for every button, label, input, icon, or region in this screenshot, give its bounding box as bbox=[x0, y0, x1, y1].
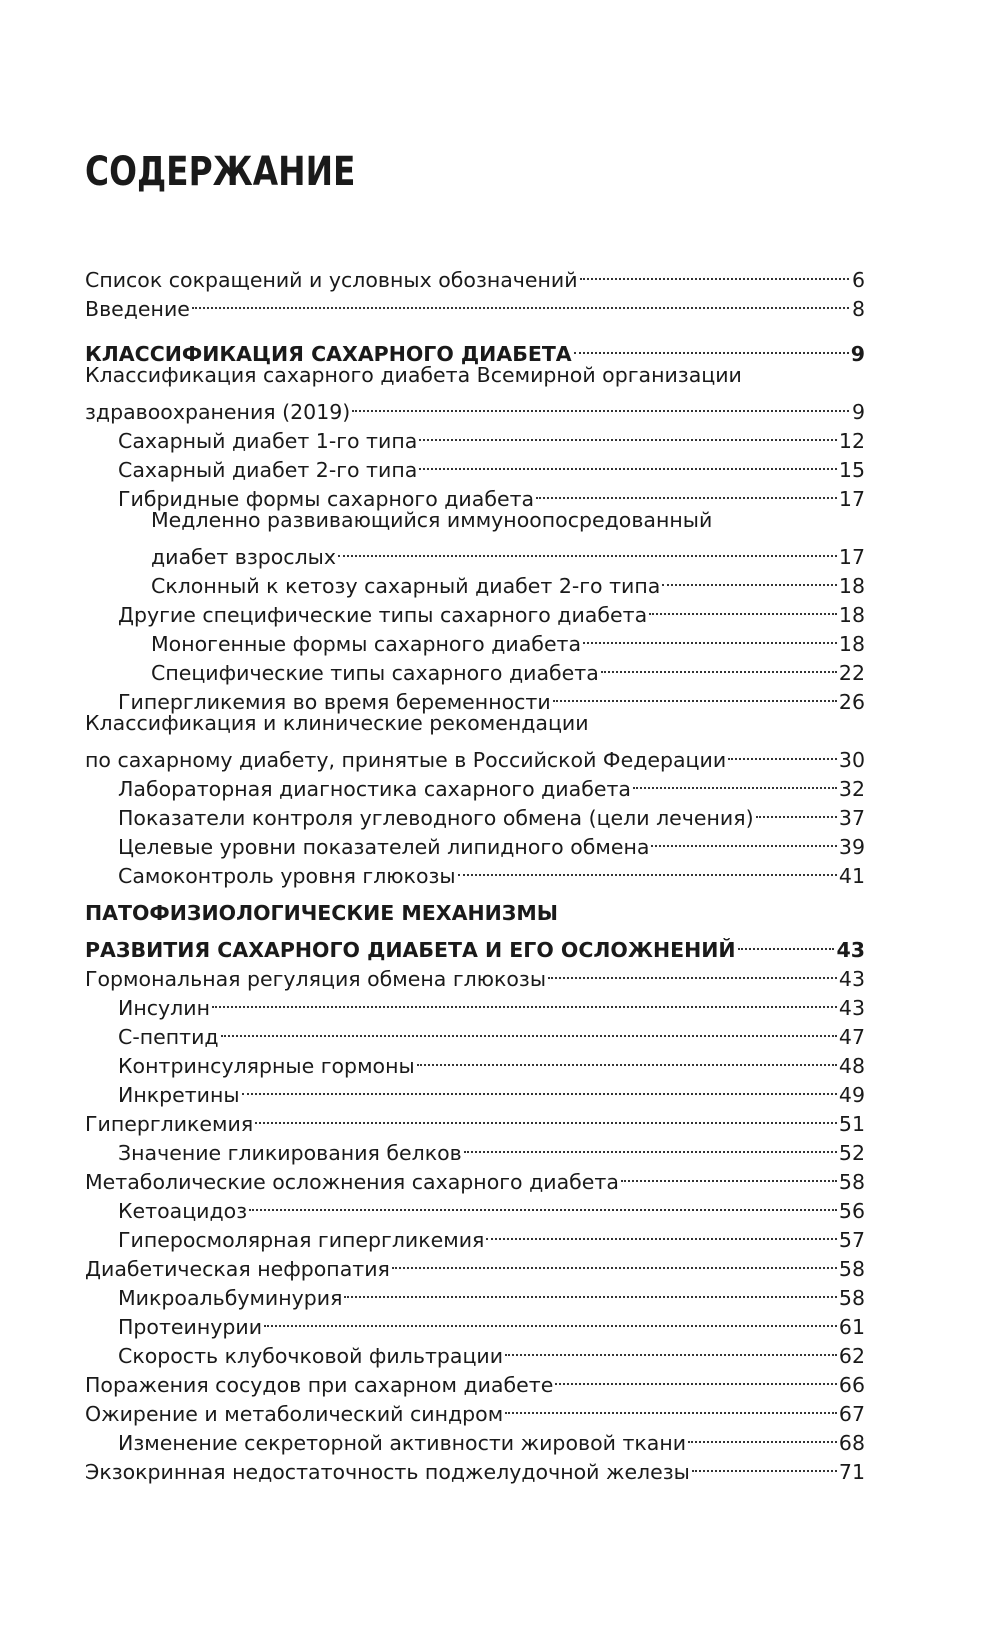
toc-section-heading[interactable] bbox=[85, 928, 865, 962]
toc-leader-dots bbox=[242, 1073, 837, 1102]
toc-entry-line[interactable] bbox=[85, 361, 865, 390]
toc-entry-text: Протеинурии bbox=[118, 1315, 263, 1339]
toc-leader-dots bbox=[574, 332, 849, 361]
toc-page-number: 22 bbox=[838, 661, 865, 685]
toc-entry[interactable] bbox=[85, 1392, 865, 1426]
toc-entry-text: Микроальбуминурия bbox=[118, 1286, 343, 1310]
toc-entry-text: Изменение секреторной активности жировой ткани bbox=[118, 1431, 687, 1455]
toc-entry-text: Введение bbox=[85, 297, 190, 321]
toc-leader-dots bbox=[392, 1247, 837, 1276]
toc-page-number: 43 bbox=[836, 938, 865, 962]
toc-leader-dots bbox=[692, 1450, 837, 1479]
toc-entry[interactable] bbox=[85, 419, 865, 453]
toc-entry-text: Список сокращений и условных обозначений bbox=[85, 268, 578, 292]
toc-page-number: 6 bbox=[851, 268, 865, 292]
toc-entry-text: Гибридные формы сахарного диабета bbox=[118, 487, 535, 511]
toc-entry[interactable] bbox=[85, 1102, 865, 1136]
toc-page-number: 18 bbox=[838, 632, 865, 656]
toc-entry[interactable] bbox=[85, 564, 865, 598]
toc-page-number: 39 bbox=[838, 835, 865, 859]
toc-page-number: 30 bbox=[838, 748, 865, 772]
toc-leader-dots bbox=[458, 854, 837, 883]
toc-entry-text: Ожирение и метаболический синдром bbox=[85, 1402, 504, 1426]
toc-entry[interactable] bbox=[85, 854, 865, 888]
toc-page-number: 43 bbox=[838, 967, 865, 991]
toc-leader-dots bbox=[192, 287, 849, 316]
toc-entry-text: Специфические типы сахарного диабета bbox=[151, 661, 599, 685]
toc-entry-line[interactable] bbox=[85, 506, 865, 535]
toc-entry[interactable] bbox=[85, 593, 865, 627]
toc-entry-text: РАЗВИТИЯ САХАРНОГО ДИАБЕТА И ЕГО ОСЛОЖНЕНИЙ bbox=[85, 938, 736, 962]
toc-leader-dots bbox=[464, 1131, 837, 1160]
toc-leader-dots bbox=[621, 1160, 837, 1189]
toc-entry[interactable] bbox=[85, 1305, 865, 1339]
toc-entry-text: Скорость клубочковой фильтрации bbox=[118, 1344, 504, 1368]
toc-entry[interactable] bbox=[85, 796, 865, 830]
toc-leader-dots bbox=[548, 957, 837, 986]
toc-entry[interactable] bbox=[85, 535, 865, 569]
toc-page-number: 58 bbox=[838, 1257, 865, 1281]
toc-page-number: 68 bbox=[838, 1431, 865, 1455]
toc-entry-text: Показатели контроля углеводного обмена (цели лечения) bbox=[118, 806, 754, 830]
toc-leader-dots bbox=[338, 535, 837, 564]
toc-page-number: 26 bbox=[838, 690, 865, 714]
toc-leader-dots bbox=[417, 1044, 837, 1073]
toc-leader-dots bbox=[255, 1102, 837, 1131]
toc-entry[interactable] bbox=[85, 825, 865, 859]
toc-entry-text: по сахарному диабету, принятые в Российской Федерации bbox=[85, 748, 727, 772]
toc-page-number: 43 bbox=[838, 996, 865, 1020]
toc-entry-text: Диабетическая нефропатия bbox=[85, 1257, 390, 1281]
toc-entry-text: Поражения сосудов при сахарном диабете bbox=[85, 1373, 554, 1397]
toc-entry-text: Целевые уровни показателей липидного обмена bbox=[118, 835, 650, 859]
toc-entry[interactable] bbox=[85, 390, 865, 424]
toc-page-number: 32 bbox=[838, 777, 865, 801]
toc-page-number: 58 bbox=[838, 1170, 865, 1194]
toc-entry[interactable] bbox=[85, 1015, 865, 1049]
toc-leader-dots bbox=[249, 1189, 837, 1218]
toc-page-number: 67 bbox=[838, 1402, 865, 1426]
toc-entry-text: Медленно развивающийся иммуноопосредованный bbox=[151, 508, 713, 532]
toc-entry-text: Экзокринная недостаточность поджелудочной железы bbox=[85, 1460, 690, 1484]
toc-page-number: 41 bbox=[838, 864, 865, 888]
toc-leader-dots bbox=[221, 1015, 837, 1044]
toc-page-number: 8 bbox=[851, 297, 865, 321]
toc-page-number: 56 bbox=[838, 1199, 865, 1223]
toc-entry-text: Классификация и клинические рекомендации bbox=[85, 711, 589, 735]
toc-entry-text: Склонный к кетозу сахарный диабет 2-го типа bbox=[151, 574, 661, 598]
toc-page-number: 48 bbox=[838, 1054, 865, 1078]
toc-entry[interactable] bbox=[85, 1421, 865, 1455]
toc-entry-text: диабет взрослых bbox=[151, 545, 337, 569]
toc-entry-text: Гипергликемия во время беременности bbox=[118, 690, 551, 714]
toc-entry-text: Инкретины bbox=[118, 1083, 240, 1107]
toc-entry[interactable] bbox=[85, 1247, 865, 1281]
toc-entry-text: Гиперосмолярная гипергликемия bbox=[118, 1228, 485, 1252]
toc-entry[interactable] bbox=[85, 957, 865, 991]
toc-entry-text: Значение гликирования белков bbox=[118, 1141, 462, 1165]
toc-page-number: 17 bbox=[838, 545, 865, 569]
toc-leader-dots bbox=[536, 477, 837, 506]
toc-entry[interactable] bbox=[85, 738, 865, 772]
toc-entry-line[interactable] bbox=[85, 709, 865, 738]
toc-entry[interactable] bbox=[85, 1363, 865, 1397]
toc-page-number: 12 bbox=[838, 429, 865, 453]
page-title: СОДЕРЖАНИЕ bbox=[85, 149, 356, 195]
toc-page-number: 57 bbox=[838, 1228, 865, 1252]
section-gap bbox=[85, 316, 865, 332]
toc-page-number: 17 bbox=[838, 487, 865, 511]
toc-page-number: 18 bbox=[838, 603, 865, 627]
toc-entry[interactable] bbox=[85, 1450, 865, 1484]
toc-page-number: 61 bbox=[838, 1315, 865, 1339]
toc-entry[interactable] bbox=[85, 1160, 865, 1194]
toc-leader-dots bbox=[651, 825, 836, 854]
toc-leader-dots bbox=[419, 419, 837, 448]
toc-leader-dots bbox=[583, 622, 837, 651]
toc-page-number: 9 bbox=[851, 400, 865, 424]
toc-leader-dots bbox=[344, 1276, 836, 1305]
toc-entry-text: ПАТОФИЗИОЛОГИЧЕСКИЕ МЕХАНИЗМЫ bbox=[85, 901, 559, 925]
table-of-contents bbox=[85, 258, 865, 1484]
toc-leader-dots bbox=[633, 767, 837, 796]
toc-entry[interactable] bbox=[85, 1044, 865, 1078]
toc-leader-dots bbox=[555, 1363, 837, 1392]
toc-section-heading-line[interactable] bbox=[85, 899, 865, 928]
toc-leader-dots bbox=[486, 1218, 837, 1247]
toc-entry[interactable] bbox=[85, 651, 865, 685]
toc-entry[interactable] bbox=[85, 477, 865, 511]
toc-leader-dots bbox=[419, 448, 837, 477]
toc-entry-text: Классификация сахарного диабета Всемирной организации bbox=[85, 363, 742, 387]
toc-leader-dots bbox=[212, 986, 837, 1015]
toc-entry-text: здравоохранения (2019) bbox=[85, 400, 351, 424]
toc-leader-dots bbox=[728, 738, 837, 767]
toc-entry-text: Инсулин bbox=[118, 996, 210, 1020]
toc-leader-dots bbox=[505, 1392, 837, 1421]
toc-leader-dots bbox=[688, 1421, 837, 1450]
toc-entry[interactable] bbox=[85, 767, 865, 801]
toc-entry-text: Моногенные формы сахарного диабета bbox=[151, 632, 582, 656]
toc-page-number: 62 bbox=[838, 1344, 865, 1368]
toc-entry-text: КЛАССИФИКАЦИЯ САХАРНОГО ДИАБЕТА bbox=[85, 342, 572, 366]
toc-leader-dots bbox=[738, 928, 835, 957]
toc-entry-text: Кетоацидоз bbox=[118, 1199, 248, 1223]
toc-page-number: 51 bbox=[838, 1112, 865, 1136]
toc-entry-text: Контринсулярные гормоны bbox=[118, 1054, 415, 1078]
toc-leader-dots bbox=[649, 593, 837, 622]
toc-entry[interactable] bbox=[85, 680, 865, 714]
toc-leader-dots bbox=[352, 390, 849, 419]
toc-page-number: 37 bbox=[838, 806, 865, 830]
toc-entry[interactable] bbox=[85, 1334, 865, 1368]
toc-page-number: 47 bbox=[838, 1025, 865, 1049]
toc-leader-dots bbox=[264, 1305, 837, 1334]
toc-entry[interactable] bbox=[85, 1189, 865, 1223]
toc-entry-text: Гипергликемия bbox=[85, 1112, 254, 1136]
toc-entry-text: С-пептид bbox=[118, 1025, 219, 1049]
toc-page-number: 71 bbox=[838, 1460, 865, 1484]
toc-entry-text: Сахарный диабет 2-го типа bbox=[118, 458, 418, 482]
toc-entry[interactable] bbox=[85, 287, 865, 321]
toc-entry[interactable] bbox=[85, 1073, 865, 1107]
toc-entry[interactable] bbox=[85, 1218, 865, 1252]
toc-leader-dots bbox=[505, 1334, 837, 1363]
toc-leader-dots bbox=[601, 651, 837, 680]
toc-page-number: 58 bbox=[838, 1286, 865, 1310]
toc-entry-text: Гормональная регуляция обмена глюкозы bbox=[85, 967, 546, 991]
toc-page-number: 9 bbox=[850, 342, 865, 366]
toc-entry[interactable] bbox=[85, 448, 865, 482]
toc-entry[interactable] bbox=[85, 258, 865, 292]
toc-leader-dots bbox=[662, 564, 837, 593]
toc-entry-text: Другие специфические типы сахарного диабета bbox=[118, 603, 648, 627]
toc-entry-text: Сахарный диабет 1-го типа bbox=[118, 429, 418, 453]
toc-entry[interactable] bbox=[85, 986, 865, 1020]
toc-leader-dots bbox=[553, 680, 837, 709]
toc-page-number: 66 bbox=[838, 1373, 865, 1397]
toc-entry-text: Лабораторная диагностика сахарного диабета bbox=[118, 777, 631, 801]
toc-entry[interactable] bbox=[85, 622, 865, 656]
toc-page-number: 49 bbox=[838, 1083, 865, 1107]
toc-leader-dots bbox=[580, 258, 849, 287]
toc-page-number: 52 bbox=[838, 1141, 865, 1165]
toc-entry-text: Метаболические осложнения сахарного диабета bbox=[85, 1170, 619, 1194]
toc-entry[interactable] bbox=[85, 1276, 865, 1310]
toc-entry[interactable] bbox=[85, 1131, 865, 1165]
toc-entry-text: Самоконтроль уровня глюкозы bbox=[118, 864, 456, 888]
toc-section-heading[interactable] bbox=[85, 332, 865, 366]
toc-leader-dots bbox=[756, 796, 837, 825]
toc-page-number: 15 bbox=[838, 458, 865, 482]
toc-page-number: 18 bbox=[838, 574, 865, 598]
